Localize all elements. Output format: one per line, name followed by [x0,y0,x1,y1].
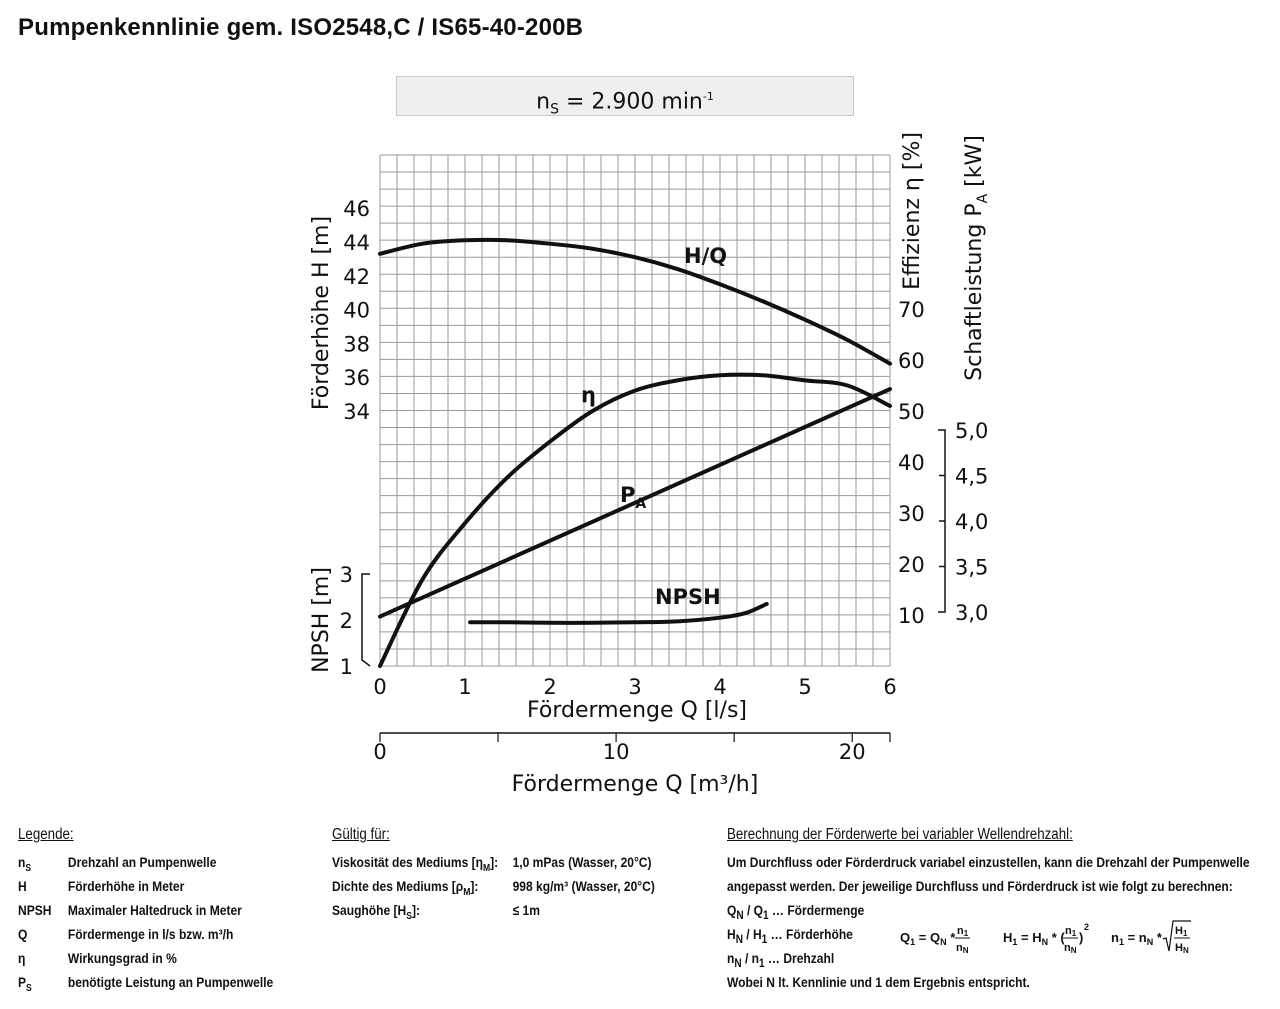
head-axis-title: Förderhöhe H [m] [309,215,334,411]
series-label-pa: $P_A$ [620,483,647,512]
valid-label: Viskosität des Mediums $[\eta_M]$: [332,854,499,874]
legend-text: Maximaler Haltedruck in Meter [67,902,242,918]
legend-key: η [18,950,26,966]
x2-tick-label: 0 [373,740,387,764]
calc-def-q-text: Fördermenge [787,902,865,918]
speed-exponent: -1 [702,90,714,103]
legend-key: $P_S$ [18,974,32,994]
calc-line-2: angepasst werden. Der jeweilige Durchfluss und Förderdruck ist wie folgt zu berechnen: [727,878,1233,894]
legend-text: benötigte Leistung an Pumpenwelle [67,974,274,990]
npsh-axis-title: NPSH [m] [309,567,334,673]
legend-key: $n_S$ [18,854,32,874]
formula-q [900,925,970,955]
eff-tick-label: 10 [898,604,925,628]
head-tick-label: 38 [343,332,370,357]
eff-tick-label: 30 [898,502,925,526]
svg-text:n1: n1 [1065,925,1077,938]
legend-text: Drehzahl an Pumpenwelle [67,854,217,870]
valid-for [332,826,655,926]
power-tick-label: 3,5 [955,555,989,580]
head-tick-label: 46 [343,197,370,222]
valid-label: Dichte des Mediums $[\rho_M]$: [332,878,479,898]
valid-label: Saughöhe $[H_S]$: [332,902,421,922]
legend-row [18,854,273,878]
calc-def-q: $Q_N / Q_1$ … Fördermenge [727,902,865,922]
legend-row [18,950,273,974]
svg-text:2: 2 [1084,922,1090,932]
head-tick-label: 36 [343,366,370,391]
formula-n [1111,921,1191,955]
chart-labels [309,132,991,797]
calc-title: Berechnung der Förderwerte bei variabler Wellendrehzahl: [727,826,1073,843]
x-tick-label: 0 [373,675,387,699]
x2-axis-title: Fördermenge Q [m³/h] [511,772,759,797]
valid-value: ≤ 1m [512,902,540,918]
svg-text:n1 = nN *: $n_1 = n_N$ * [1111,930,1162,947]
legend-key: H [18,878,27,894]
eff-axis-title: Effizienz η [%] [900,132,925,290]
eff-tick-label: 70 [898,298,925,322]
power-tick-label: 4,0 [955,510,989,534]
power-tick-label: 5,0 [955,419,989,443]
speed-value: = 2.900 min [565,89,703,115]
x-tick-label: 5 [798,675,812,699]
svg-text:nN: nN [1064,942,1077,955]
svg-text:n1: n1 [957,925,969,938]
eff-tick-label: 20 [898,553,925,577]
npsh-axis-bracket [362,574,370,666]
chart-grid [380,155,890,666]
valid-title: Gültig für: [332,826,390,843]
head-tick-label: 42 [343,264,370,289]
x2-tick-label: 10 [602,740,630,764]
power-axis-title: Schaftleistung $P_A$ [kW] [962,135,991,381]
npsh-tick-label: 2 [339,609,353,633]
valid-row [332,878,655,902]
calc-note: Wobei N lt. Kennlinie und 1 dem Ergebnis entspricht. [727,974,1030,990]
x-tick-label: 4 [713,675,727,699]
speed-symbol-sub: S [550,101,559,118]
series-label-hq: H/Q [684,244,728,268]
head-tick-label: 44 [343,231,370,255]
svg-text:H1: H1 [1175,925,1188,938]
legend-row [18,878,273,902]
valid-row [332,854,655,878]
x-axis-title: Fördermenge Q [l/s] [526,698,748,723]
formulas [895,915,1195,960]
legend-key: Q [18,926,28,942]
x2-tick-label: 20 [838,740,866,764]
legend-row [18,902,273,926]
power-tick-label: 4,5 [955,464,989,489]
legend-row [18,974,273,998]
power-tick-label: 3,0 [955,601,989,625]
legend [18,826,273,998]
head-tick-label: 40 [343,298,370,323]
x-tick-label: 6 [883,675,897,699]
head-tick-label: 34 [343,400,370,424]
calc-def-n: $n_N / n_1$ … Drehzahl [727,950,835,970]
x-tick-label: 3 [628,675,642,699]
calc-def-n-text: Drehzahl [783,950,835,966]
formula-h [1003,922,1089,955]
eff-tick-label: 40 [898,451,925,475]
svg-text:HN: HN [1175,942,1189,955]
x-tick-label: 2 [543,675,557,699]
npsh-tick-label: 1 [339,655,353,679]
valid-value: 1,0 mPas (Wasser, 20°C) [512,854,652,870]
legend-title: Legende: [18,826,74,843]
legend-text: Fördermenge in l/s bzw. m³/h [67,926,234,942]
calc-def-h: $H_N / H_1$ … Förderhöhe [727,926,853,946]
valid-value: 998 kg/m³ (Wasser, 20°C) [512,878,655,894]
page-title: Pumpenkennlinie gem. ISO2548,C / IS65-40-200B [18,14,584,41]
svg-text:nN: nN [956,942,969,955]
legend-row [18,926,273,950]
speed-symbol: n [536,89,551,115]
calc-line-1: Um Durchfluss oder Förderdruck variabel einzustellen, kann die Drehzahl der Pumpenwelle [727,854,1250,870]
series-label-eta: η [581,383,596,407]
calc-def-h-text: Förderhöhe [785,926,853,942]
legend-text: Wirkungsgrad in % [67,950,177,966]
svg-text:Q1 = QN *: $Q_1 = Q_N$ * [900,930,956,947]
svg-text:): ) [1079,930,1084,945]
eff-tick-label: 50 [898,400,925,424]
series-label-npsh: NPSH [655,585,721,609]
valid-row [332,902,655,926]
calculation [727,826,1250,998]
npsh-tick-label: 3 [339,563,353,587]
legend-key: NPSH [18,902,52,918]
svg-text:H1 = HN * (: $H_1 = H_N$ * ( [1003,930,1065,947]
x-tick-label: 1 [458,675,472,699]
eff-tick-label: 60 [898,349,925,373]
legend-text: Förderhöhe in Meter [67,878,185,894]
